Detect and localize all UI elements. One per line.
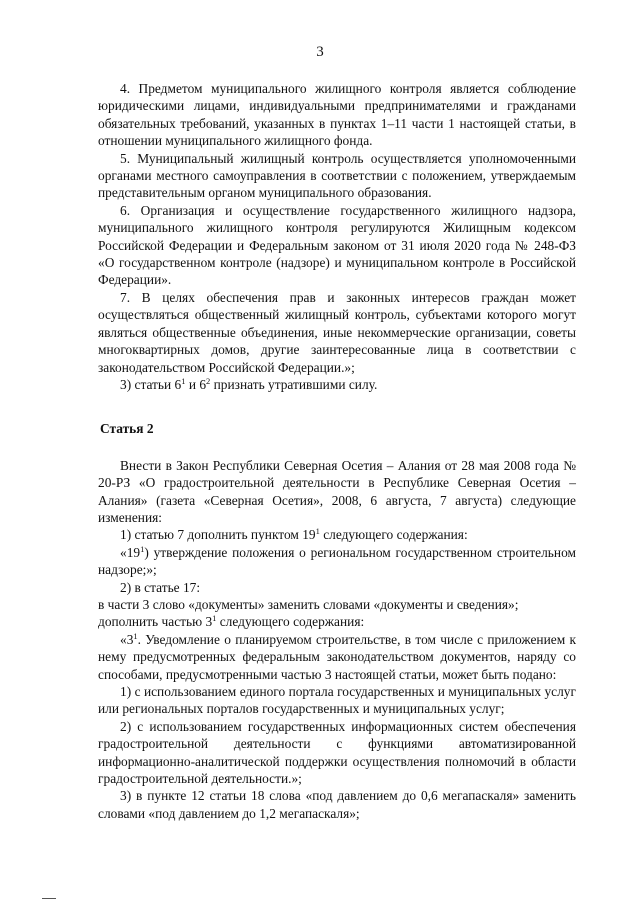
page-number: 3 <box>316 44 324 60</box>
amendment-item-2b: дополнить частью $3^1$ следующего содержания: <box>98 613 365 630</box>
amendment-item-3: 3) в пункте 12 статьи 18 слова «под давлением до 0,6 мегапаскаля» заменить словами «под давлением до 1,2 мегапаскаля»; <box>98 788 576 821</box>
paragraph-4: 4. Предметом муниципального жилищного контроля является соблюдение юридическими лицами, индивидуальными предпринимателями и гражданами обязательных требований, указанных в пунктах 1–11 части 1 настоящей статьи, в отношении муниципального жилищного фонда. <box>98 81 576 149</box>
amendment-item-2a: в части 3 слово «документы» заменить словами «документы и сведения»; <box>98 596 519 612</box>
paragraph-7: 7. В целях обеспечения прав и законных интересов граждан может осуществляться общественный жилищный контроль, субъектами которого могут являться общественные объединения, иные некоммерческие организации, советы многоквартирных домов, другие заинтересованные лица в соответствии с законодательством Российской Федерации.»; <box>98 289 576 375</box>
amendment-item-1: 1) статью 7 дополнить пунктом $19^1$ следующего содержания: <box>120 526 468 543</box>
amendment-item-2-quote: «$3^1$. Уведомление о планируемом строительстве, в том числе с приложением к нему предусмотренных федеральным законодательством документов, наряду со способами, предусмотренными частью 3 настоящей статьи, может быть подано: <box>98 630 576 682</box>
amendment-item-1-quote: «$19^1$) утверждение положения о региональном государственном строительном надзоре;»; <box>98 543 576 578</box>
subitem-2: 2) с использованием государственных информационных систем обеспечения градостроительной деятельности с функциями автоматизированной информационно-аналитической поддержки осуществления полномочий в области градостроительной деятельности.»; <box>98 718 576 787</box>
document-body <box>98 80 576 822</box>
article-intro: Внести в Закон Республики Северная Осетия – Алания от 28 мая 2008 года № 20-РЗ «О градостроительной деятельности в Республике Северная Осетия – Алания» (газета «Северная Осетия», 2008, 6 августа, 7 августа) следующие изменения: <box>98 457 576 525</box>
paragraph-6: 6. Организация и осуществление государственного жилищного надзора, муниципального жилищного контроля регулируются Жилищным кодексом Российской Федерации и Федеральным законом от 31 июля 2020 года № 248-ФЗ «О государственном контроле (надзоре) и муниципальном контроле в Российской Федерации». <box>98 202 576 288</box>
subitem-1: 1) с использованием единого портала государственных и муниципальных услуг или региональных порталов государственных и муниципальных услуг; <box>98 684 576 717</box>
article-heading: Статья 2 <box>100 421 154 437</box>
scan-mark <box>42 898 56 899</box>
paragraph-repeal: 3) статьи $6^1$ и $6^2$ признать утратившими силу. <box>120 375 378 392</box>
paragraph-5: 5. Муниципальный жилищный контроль осуществляется уполномоченными органами местного самоуправления в соответствии с положением, утверждаемым представительным органом муниципального образования. <box>98 150 576 201</box>
amendment-item-2: 2) в статье 17: <box>120 579 201 595</box>
